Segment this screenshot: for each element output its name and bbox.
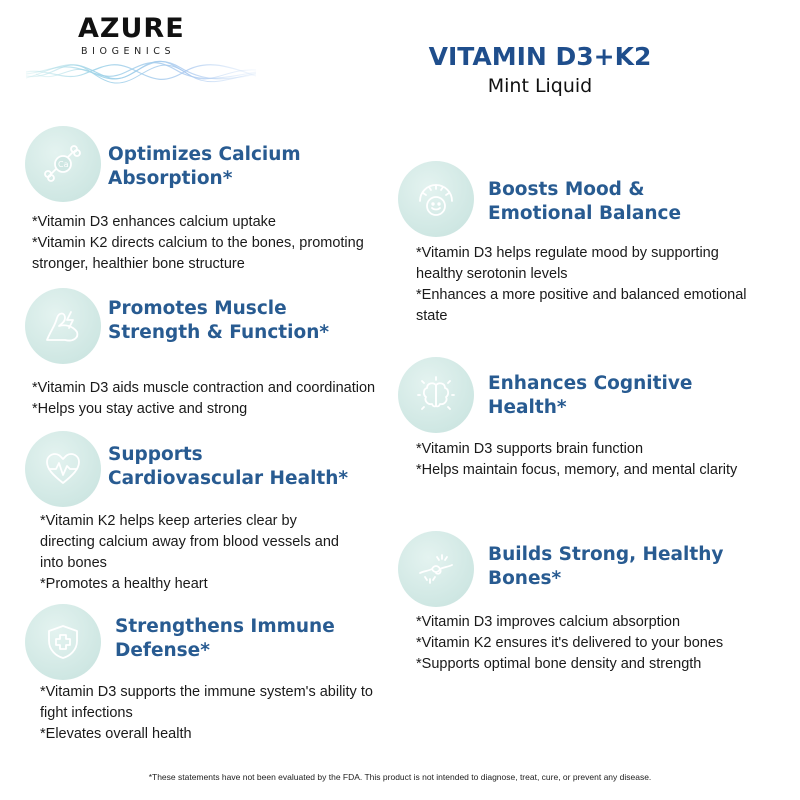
feature-cardio-text: *Vitamin K2 helps keep arteries clear by directing calcium away from blood vessels and into bones *Promotes a healthy heart bbox=[40, 513, 339, 592]
feature-calcium-text: *Vitamin D3 enhances calcium uptake *Vitamin K2 directs calcium to the bones, promoting stronger, healthier bone structure bbox=[32, 214, 364, 272]
feature-immune-title: Strengthens Immune Defense* bbox=[115, 616, 335, 661]
product-title: VITAMIN D3+K2 bbox=[428, 42, 652, 71]
cognitive-icon-circle bbox=[398, 357, 474, 433]
immune-icon-circle bbox=[25, 604, 101, 680]
muscle-icon-circle bbox=[25, 288, 101, 364]
feature-calcium-title: Optimizes Calcium Absorption* bbox=[108, 144, 301, 189]
mood-gauge-icon bbox=[416, 179, 456, 219]
bone-joint-icon bbox=[416, 549, 456, 589]
heart-pulse-icon bbox=[43, 449, 83, 489]
feature-mood-text: *Vitamin D3 helps regulate mood by supporting healthy serotonin levels *Enhances a more positive and balanced emotional state bbox=[416, 245, 747, 324]
mood-icon-circle bbox=[398, 161, 474, 237]
fda-disclaimer: *These statements have not been evaluated by the FDA. This product is not intended to diagnose, treat, cure, or prevent any disease. bbox=[148, 772, 652, 782]
svg-text:Ca: Ca bbox=[58, 160, 69, 169]
brand-tagline: BIOGENICS bbox=[81, 46, 176, 57]
wave-graphic bbox=[26, 54, 256, 94]
bones-icon-circle bbox=[398, 531, 474, 607]
brain-icon bbox=[416, 375, 456, 415]
feature-cognitive-text: *Vitamin D3 supports brain function *Helps maintain focus, memory, and mental clarity bbox=[416, 441, 738, 478]
feature-cardio-title: Supports Cardiovascular Health* bbox=[108, 444, 349, 489]
feature-muscle-title: Promotes Muscle Strength & Function* bbox=[108, 298, 330, 343]
brand-logo bbox=[78, 14, 185, 57]
brand-name: AZURE bbox=[78, 13, 185, 44]
calcium-icon-circle bbox=[25, 126, 101, 202]
feature-bones-text: *Vitamin D3 improves calcium absorption *Vitamin K2 ensures it's delivered to your bones *Supports optimal bone density and strength bbox=[416, 614, 724, 672]
feature-muscle-text: *Vitamin D3 aids muscle contraction and coordination *Helps you stay active and strong bbox=[32, 380, 376, 417]
product-subtitle: Mint Liquid bbox=[487, 75, 593, 97]
feature-cognitive-title: Enhances Cognitive Health* bbox=[488, 373, 693, 418]
shield-cross-icon bbox=[43, 622, 83, 662]
feature-immune-text: *Vitamin D3 supports the immune system's ability to fight infections *Elevates overall health bbox=[40, 684, 373, 742]
calcium-bone-icon bbox=[43, 144, 83, 184]
feature-mood-title: Boosts Mood & Emotional Balance bbox=[488, 179, 682, 224]
feature-bones-title: Builds Strong, Healthy Bones* bbox=[488, 544, 724, 589]
cardio-icon-circle bbox=[25, 431, 101, 507]
muscle-arm-icon bbox=[43, 306, 83, 346]
